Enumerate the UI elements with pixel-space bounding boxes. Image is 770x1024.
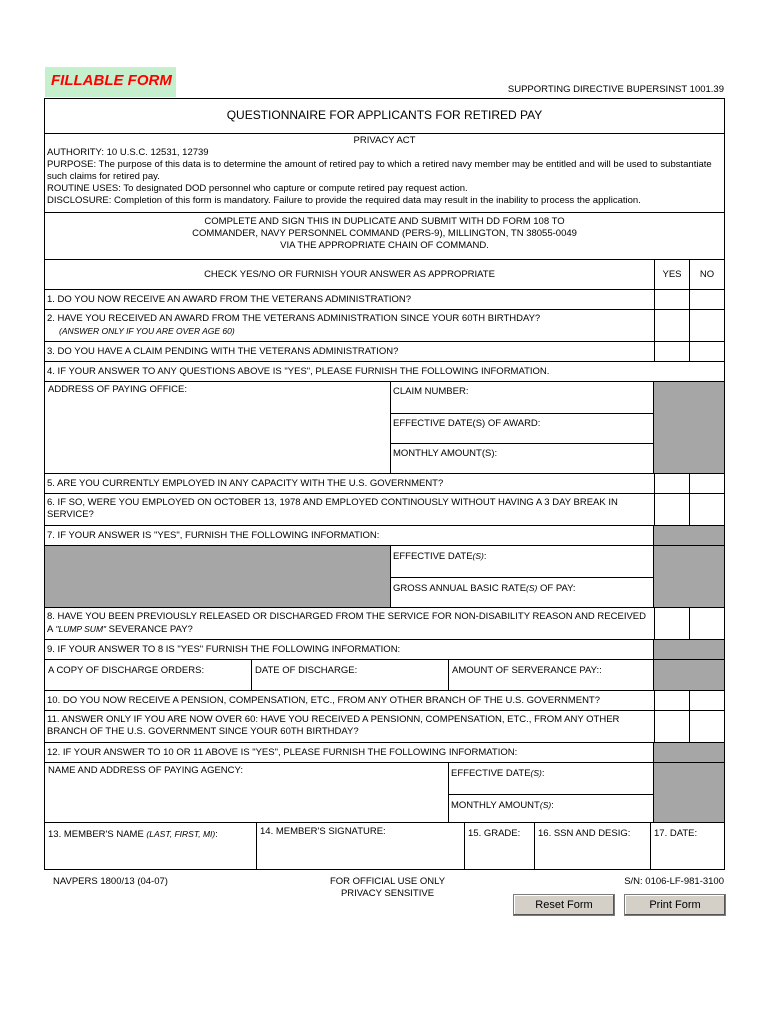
question-6: 6. IF SO, WERE YOU EMPLOYED ON OCTOBER 13, 1978 AND EMPLOYED CONTINOUSLY WITHOUT HAVING A 3 DAY BREAK IN SERVICE?: [47, 497, 618, 520]
instruction-line-1: COMPLETE AND SIGN THIS IN DUPLICATE AND SUBMIT WITH DD FORM 108 TO: [204, 216, 565, 227]
grade-label: 15. GRADE:: [468, 828, 521, 839]
shaded-block: [653, 640, 724, 659]
submission-instructions: [45, 212, 724, 259]
shaded-block: [653, 763, 724, 822]
member-name-hint: (LAST, FIRST, MI): [146, 829, 216, 839]
question-7-fields: [45, 545, 724, 607]
instruction-line-2: COMMANDER, NAVY PERSONNEL COMMAND (PERS-9), MILLINGTON, TN 38055-0049: [192, 228, 577, 239]
question-8: [45, 608, 654, 639]
question-11-yes-checkbox[interactable]: [654, 711, 689, 742]
monthly-amounts-label: MONTHLY AMOUNT(S):: [393, 448, 498, 459]
date-label: 17. DATE:: [654, 828, 698, 839]
member-info-row: [45, 822, 724, 869]
supporting-directive: SUPPORTING DIRECTIVE BUPERSINST 1001.39: [507, 84, 724, 95]
question-3: 3. DO YOU HAVE A CLAIM PENDING WITH THE VETERANS ADMINISTRATION?: [47, 346, 399, 357]
question-6-yes-checkbox[interactable]: [654, 494, 689, 525]
claim-number-field[interactable]: [391, 382, 653, 413]
question-3-row: [45, 341, 724, 361]
question-2-yes-checkbox[interactable]: [654, 310, 689, 341]
instruction-line-3: VIA THE APPROPRIATE CHAIN OF COMMAND.: [280, 240, 489, 251]
pension-monthly-amount-field[interactable]: [449, 794, 653, 822]
claim-number-label: CLAIM NUMBER:: [393, 386, 469, 397]
gross-annual-basic-rate-field[interactable]: [391, 577, 653, 607]
member-signature-label: 14. MEMBER'S SIGNATURE:: [260, 826, 386, 837]
reset-form-button[interactable]: Reset Form: [513, 894, 615, 916]
question-8-end: SEVERANCE PAY?: [106, 624, 193, 635]
date-of-discharge-label: DATE OF DISCHARGE:: [255, 665, 358, 676]
shaded-block: [653, 382, 724, 473]
paying-agency-name-address-field[interactable]: [45, 763, 448, 822]
question-2: 2. HAVE YOU RECEIVED AN AWARD FROM THE VETERANS ADMINISTRATION SINCE YOUR 60TH BIRTHDAY?: [47, 313, 541, 324]
question-2-row: [45, 309, 724, 341]
question-8-yes-checkbox[interactable]: [654, 608, 689, 639]
yes-column-header: YES: [654, 260, 689, 289]
privacy-purpose: PURPOSE: The purpose of this data is to determine the amount of retired pay to which a retired navy member may be entitled and will be used to substantiate such claims for retired pay.: [47, 159, 712, 182]
form-title: QUESTIONNAIRE FOR APPLICANTS FOR RETIRED PAY: [226, 108, 543, 122]
employment-effective-date-label: EFFECTIVE DATE: [393, 551, 473, 562]
question-8-no-checkbox[interactable]: [689, 608, 724, 639]
shaded-block: [653, 660, 724, 690]
question-5: 5. ARE YOU CURRENTLY EMPLOYED IN ANY CAPACITY WITH THE U.S. GOVERNMENT?: [47, 478, 444, 489]
question-5-row: [45, 473, 724, 493]
amount-of-severance-pay-label: AMOUNT OF SERVERANCE PAY::: [452, 665, 602, 676]
question-7-row: [45, 525, 724, 545]
question-8-lump-sum: "LUMP SUM": [55, 624, 107, 634]
question-4-fields: [45, 381, 724, 473]
ssn-and-desig-label: 16. SSN AND DESIG:: [538, 828, 631, 839]
grade-field[interactable]: [464, 823, 534, 869]
serial-number: S/N: 0106-LF-981-3100: [624, 876, 724, 887]
address-of-paying-office-label: ADDRESS OF PAYING OFFICE:: [48, 384, 187, 395]
shaded-block: [653, 546, 724, 607]
question-11: 11. ANSWER ONLY IF YOU ARE NOW OVER 60: HAVE YOU RECEIVED A PENSIONN, COMPENSATION, ETC., FROM ANY OTHER BRANCH OF THE U.S. GOVERNMENT SINCE YOUR 60TH BIRTHDAY?: [47, 714, 620, 737]
question-10-yes-checkbox[interactable]: [654, 691, 689, 710]
effective-dates-of-award-field[interactable]: [391, 413, 653, 443]
privacy-routine-uses: ROUTINE USES: To designated DOD personnel who capture or compute retired pay request action.: [47, 183, 468, 194]
question-1: 1. DO YOU NOW RECEIVE AN AWARD FROM THE VETERANS ADMINISTRATION?: [47, 294, 412, 305]
question-11-row: [45, 710, 724, 742]
question-10-row: [45, 690, 724, 710]
question-4-row: [45, 361, 724, 381]
privacy-authority: AUTHORITY: 10 U.S.C. 12531, 12739: [47, 147, 209, 158]
privacy-act-heading: PRIVACY ACT: [353, 135, 416, 146]
pension-effective-date-suffix: (S): [530, 768, 542, 778]
question-1-yes-checkbox[interactable]: [654, 290, 689, 309]
official-use-line: FOR OFFICIAL USE ONLY: [329, 876, 446, 887]
gross-annual-basic-rate-label: GROSS ANNUAL BASIC RATE: [393, 583, 527, 594]
ssn-and-desig-field[interactable]: [534, 823, 650, 869]
question-7: 7. IF YOUR ANSWER IS "YES", FURNISH THE FOLLOWING INFORMATION:: [47, 530, 380, 541]
question-9: 9. IF YOUR ANSWER TO 8 IS "YES" FURNISH THE FOLLOWING INFORMATION:: [47, 644, 401, 655]
employment-effective-date-field[interactable]: [391, 546, 653, 577]
fillable-form-badge: FILLABLE FORM: [45, 67, 176, 97]
question-1-row: [45, 289, 724, 309]
copy-of-discharge-orders-field[interactable]: [45, 660, 251, 690]
question-2-note: (ANSWER ONLY IF YOU ARE OVER AGE 60): [59, 326, 235, 336]
gross-annual-basic-rate-suffix: (S): [526, 583, 538, 593]
member-name-label: 13. MEMBER'S NAME: [48, 829, 147, 840]
copy-of-discharge-orders-label: A COPY OF DISCHARGE ORDERS:: [48, 665, 205, 676]
question-6-row: [45, 493, 724, 525]
date-field[interactable]: [650, 823, 724, 869]
question-5-yes-checkbox[interactable]: [654, 474, 689, 493]
question-3-no-checkbox[interactable]: [689, 342, 724, 361]
question-1-no-checkbox[interactable]: [689, 290, 724, 309]
form-number: NAVPERS 1800/13 (04-07): [53, 876, 168, 887]
shaded-block: [653, 743, 724, 762]
pension-effective-date-label: EFFECTIVE DATE: [451, 768, 531, 779]
check-header-row: [45, 259, 724, 289]
privacy-sensitive-line: PRIVACY SENSITIVE: [340, 888, 435, 899]
amount-of-severance-pay-field[interactable]: [448, 660, 653, 690]
address-of-paying-office-field[interactable]: [45, 382, 390, 473]
date-of-discharge-field[interactable]: [251, 660, 448, 690]
pension-monthly-amount-colon: :: [551, 800, 554, 811]
pension-monthly-amount-label: MONTHLY AMOUNT: [451, 800, 540, 811]
privacy-act-section: [45, 133, 724, 212]
question-8-row: [45, 607, 724, 639]
question-9-row: [45, 639, 724, 659]
print-form-button[interactable]: Print Form: [624, 894, 726, 916]
question-8-text: 8. HAVE YOU BEEN PREVIOUSLY RELEASED OR DISCHARGED FROM THE SERVICE FOR NON-DISABILITY REASON AND RECEIVED A: [47, 611, 646, 635]
pension-effective-date-colon: :: [541, 768, 545, 779]
privacy-disclosure: DISCLOSURE: Completion of this form is mandatory. Failure to provide the required data may result in the inability to process the application.: [47, 195, 641, 206]
member-name-colon: :: [215, 829, 218, 840]
question-10: 10. DO YOU NOW RECEIVE A PENSION, COMPENSATION, ETC., FROM ANY OTHER BRANCH OF THE U.S. GOVERNMENT?: [47, 695, 601, 706]
question-11-no-checkbox[interactable]: [689, 711, 724, 742]
member-signature-field[interactable]: [256, 823, 464, 869]
question-2-no-checkbox[interactable]: [689, 310, 724, 341]
question-12-fields: [45, 762, 724, 822]
member-name-field[interactable]: [45, 823, 256, 869]
pension-monthly-amount-suffix: (S): [539, 800, 552, 810]
question-5-no-checkbox[interactable]: [689, 474, 724, 493]
employment-effective-date-colon: :: [483, 551, 487, 562]
paying-agency-name-address-label: NAME AND ADDRESS OF PAYING AGENCY:: [48, 765, 243, 776]
questionnaire-form: [44, 98, 725, 870]
check-header: CHECK YES/NO OR FURNISH YOUR ANSWER AS APPROPRIATE: [204, 269, 495, 280]
question-12: 12. IF YOUR ANSWER TO 10 OR 11 ABOVE IS "YES", PLEASE FURNISH THE FOLLOWING INFORMATION:: [47, 747, 518, 758]
gross-annual-basic-rate-end: OF PAY:: [537, 583, 576, 594]
question-3-yes-checkbox[interactable]: [654, 342, 689, 361]
no-column-header: NO: [689, 260, 724, 289]
employment-effective-date-suffix: (S): [472, 551, 484, 561]
monthly-amounts-field[interactable]: [391, 443, 653, 473]
question-12-row: [45, 742, 724, 762]
shaded-block: [653, 526, 724, 545]
shaded-block: [45, 546, 390, 607]
effective-dates-of-award-label: EFFECTIVE DATE(S) OF AWARD:: [393, 418, 541, 429]
pension-effective-date-field[interactable]: [449, 763, 653, 794]
title-row: [45, 99, 724, 133]
official-use-notice: [285, 876, 490, 900]
question-4: 4. IF YOUR ANSWER TO ANY QUESTIONS ABOVE IS "YES", PLEASE FURNISH THE FOLLOWING INFORMATION.: [47, 366, 550, 377]
question-9-fields: [45, 659, 724, 690]
question-10-no-checkbox[interactable]: [689, 691, 724, 710]
question-6-no-checkbox[interactable]: [689, 494, 724, 525]
